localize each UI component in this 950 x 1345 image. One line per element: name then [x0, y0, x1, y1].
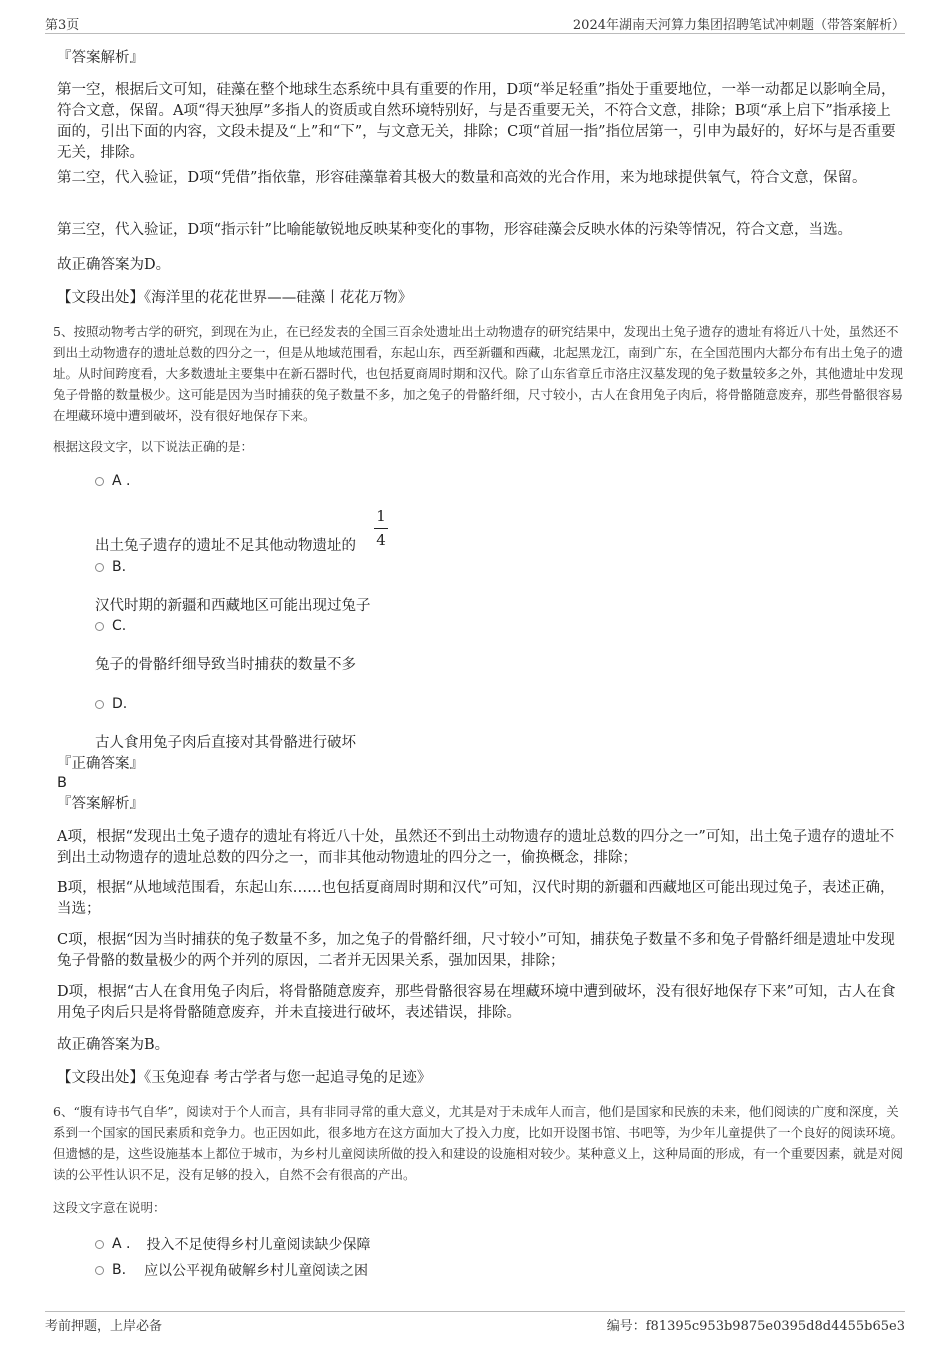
- radio-button[interactable]: [95, 700, 104, 709]
- option-label: A .: [112, 473, 131, 489]
- analysis-option-b: B项，根据“从地域范围看，东起山东……也包括夏商周时期和汉代”可知，汉代时期的新疆和西藏地区可能出现过兔子，表述正确，当选；: [57, 880, 895, 917]
- answer-conclusion: 故正确答案为D。: [57, 257, 171, 273]
- option-label: C.: [112, 618, 127, 634]
- analysis-title: 『答案解析』: [57, 796, 144, 812]
- analysis-para-3: 第三空，代入验证，D项“指示针”比喻能敏锐地反映某种变化的事物，形容硅藻会反映水体的污染等情况，符合文意，当选。: [57, 222, 852, 238]
- document-title: 2024年湖南天河算力集团招聘笔试冲刺题（带答案解析）: [572, 18, 905, 33]
- option-c-text: 兔子的骨骼纤细导致当时捕获的数量不多: [95, 657, 356, 673]
- option-b-text: 汉代时期的新疆和西藏地区可能出现过兔子: [95, 598, 371, 614]
- option-c[interactable]: [95, 618, 126, 634]
- option-d[interactable]: [95, 696, 127, 712]
- radio-button[interactable]: [95, 477, 104, 486]
- page-number: 第3页: [45, 18, 80, 33]
- option-label: A .: [112, 1236, 131, 1252]
- option-b[interactable]: [95, 559, 126, 575]
- option-label: B.: [112, 559, 127, 575]
- option-a[interactable]: [95, 1234, 370, 1254]
- analysis-option-d: D项，根据“古人在食用兔子肉后，将骨骼随意废弃，那些骨骼很容易在埋藏环境中遭到破坏，没有很好地保存下来”可知，古人在食用兔子肉后只是将骨骼随意废弃，并未直接进行破坏，表述错误，排除。: [57, 984, 896, 1021]
- analysis-option-c: C项，根据“因为当时捕获的兔子数量不多，加之兔子的骨骼纤细，尺寸较小”可知，捕获兔子数量不多和兔子骨骼纤细是遗址中发现兔子骨骼的数量极少的两个并列的原因，二者并无因果关系，强加因果，排除；: [57, 932, 895, 969]
- radio-button[interactable]: [95, 1266, 104, 1275]
- option-d-text: 古人食用兔子肉后直接对其骨骼进行破坏: [95, 735, 356, 751]
- footer-divider: [45, 1311, 905, 1312]
- analysis-para-1: 第一空，根据后文可知，硅藻在整个地球生态系统中具有重要的作用，D项“举足轻重”指处于重要地位，一举一动都足以影响全局，符合文意，保留。A项“得天独厚”多指人的资质或自然环境特别好，与是否重要无关，不符合文意，排除；B项“承上启下”指承接上面的，引出下面的内容，文段未提及“上”和“下”，与文意无关，排除；C项“首屈一指”指位居第一，引申为最好的，好坏与是否重要无关，排除。: [57, 82, 896, 161]
- analysis-title: 『答案解析』: [57, 50, 144, 66]
- fraction-numerator: 1: [376, 507, 386, 525]
- question-prompt: 根据这段文字，以下说法正确的是：: [53, 439, 254, 454]
- option-b[interactable]: [95, 1260, 368, 1280]
- fraction-bar: [374, 528, 388, 529]
- header-divider: [45, 33, 905, 34]
- fraction-denominator: 4: [376, 531, 386, 549]
- question-stem: 6、“腹有诗书气自华”，阅读对于个人而言，具有非同寻常的重大意义，尤其是对于未成年人而言，他们是国家和民族的未来，他们阅读的广度和深度，关系到一个国家的国民素质和竞争力。也正因如此，很多地方在这方面加大了投入力度，比如开设图书馆、书吧等，为少年儿童提供了一个良好的阅读环境。但遗憾的是，这些设施基本上都位于城市，为乡村儿童阅读所做的投入和建设的设施相对较少。某种意义上，这种局面的形成，有一个重要因素，就是对阅读的公平性认识不足，没有足够的投入，自然不会有很高的产出。: [53, 1104, 904, 1182]
- option-label: B.: [112, 1262, 127, 1278]
- analysis-option-a: A项，根据“发现出土兔子遗存的遗址有将近八十处，虽然还不到出土动物遗存的遗址总数的四分之一”可知，出土兔子遗存的遗址不到出土动物遗存的遗址总数的四分之一，而非其他动物遗址的四分之一，偷换概念，排除；: [57, 829, 895, 866]
- radio-button[interactable]: [95, 563, 104, 572]
- option-a[interactable]: [95, 473, 130, 489]
- footer-slogan: 考前押题，上岸必备: [45, 1319, 163, 1334]
- correct-answer-title: 『正确答案』: [57, 756, 144, 772]
- radio-button[interactable]: [95, 622, 104, 631]
- document-id: 编号：f81395c953b9875e0395d8d4455b65e3: [606, 1319, 905, 1334]
- option-text: 投入不足使得乡村儿童阅读缺少保障: [146, 1237, 371, 1253]
- radio-button[interactable]: [95, 1240, 104, 1249]
- question-stem: 5、按照动物考古学的研究，到现在为止，在已经发表的全国三百余处遗址出土动物遗存的研究结果中，发现出土兔子遗存的遗址有将近八十处，虽然还不到出土动物遗存的遗址总数的四分之一，但是从地域范围看，东起山东，西至新疆和西藏，北起黑龙江，南到广东，在全国范围内大都分布有出土兔子的遗址。从时间跨度看，大多数遗址主要集中在新石器时代，也包括夏商周时期和汉代。除了山东省章丘市洛庄汉墓发现的兔子数量较多之外，其他遗址中发现兔子骨骼的数量极少。这可能是因为当时捕获的兔子数量不多，加之兔子的骨骼纤细，尺寸较小，古人在食用兔子肉后，将骨骼随意废弃，那些骨骼很容易在埋藏环境中遭到破坏，没有很好地保存下来。: [53, 324, 904, 423]
- source-note: 【文段出处】《海洋里的花花世界——硅藻丨花花万物》: [57, 290, 413, 306]
- answer-conclusion: 故正确答案为B。: [57, 1037, 170, 1053]
- option-label: D.: [112, 696, 128, 712]
- correct-answer: B: [57, 775, 67, 791]
- question-prompt: 这段文字意在说明：: [53, 1200, 166, 1215]
- analysis-para-2: 第二空，代入验证，D项“凭借”指依靠，形容硅藻靠着其极大的数量和高效的光合作用，来为地球提供氧气，符合文意，保留。: [57, 170, 867, 186]
- option-text: 应以公平视角破解乡村儿童阅读之困: [144, 1263, 369, 1279]
- fraction-one-quarter: [374, 507, 388, 549]
- source-note: 【文段出处】《玉兔迎春 考古学者与您一起追寻兔的足迹》: [57, 1070, 432, 1086]
- option-a-text: 出土兔子遗存的遗址不足其他动物遗址的: [95, 538, 356, 554]
